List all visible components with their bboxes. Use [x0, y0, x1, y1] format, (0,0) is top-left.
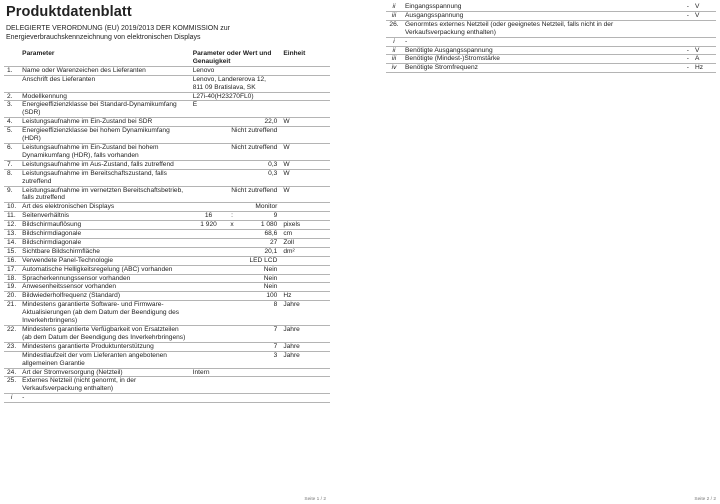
row-label: Benötigte Stromfrequenz — [405, 64, 478, 72]
page-number: Seite 2 / 2 — [694, 497, 716, 502]
row-label: Anschrift des Lieferanten — [22, 75, 96, 83]
row-value: 20,1 — [264, 247, 278, 255]
row-label: Bildschirmdiagonale — [22, 238, 82, 246]
page-title: Produktdatenblatt — [6, 4, 132, 20]
row-number: i — [393, 37, 395, 45]
row-value: Nein — [263, 265, 278, 273]
row-label: Bildschirmdiagonale — [22, 230, 82, 238]
row-unit — [692, 37, 716, 46]
row-number: 1. — [7, 66, 13, 74]
row-value: 100 — [266, 292, 278, 300]
page-2 — [360, 0, 720, 504]
table-row — [386, 64, 716, 73]
row-number: iv — [391, 64, 397, 72]
table-row — [386, 3, 716, 11]
row-value: - — [686, 3, 689, 10]
table-row — [4, 265, 330, 274]
row-value: Nein — [263, 283, 278, 291]
row-number: 25. — [7, 377, 17, 385]
row-value: 68,6 — [264, 230, 278, 238]
row-unit: Zoll — [283, 238, 294, 246]
table-row — [4, 394, 330, 403]
row-unit — [280, 127, 330, 144]
row-label: Automatische Helligkeitsregelung (ABC) vorhanden — [22, 265, 173, 273]
table-row — [4, 368, 330, 377]
row-value — [662, 20, 692, 37]
row-number: 2. — [7, 92, 13, 100]
row-value: Nicht zutreffend — [231, 186, 278, 194]
row-value: 8 — [273, 301, 278, 309]
row-label: - — [405, 37, 408, 45]
row-value: 16 — [204, 212, 213, 220]
row-label: Benötigte (Mindest-)Stromstärke — [405, 55, 500, 63]
row-value: Lenovo, Landererova 12, 811 09 Bratislava, SK — [192, 75, 267, 91]
row-number — [4, 351, 19, 368]
row-unit: Jahre — [283, 326, 300, 333]
row-unit — [692, 20, 716, 37]
row-number: iii — [391, 55, 397, 63]
table-row — [4, 283, 330, 292]
row-unit — [280, 265, 330, 274]
row-value-2: 1 080 — [260, 221, 278, 229]
row-unit: Jahre — [283, 351, 300, 359]
row-value: - — [686, 46, 689, 54]
row-label: Leistungsaufnahme im Ein-Zustand bei hohem Dynamikumfang (HDR), falls vorhanden — [22, 143, 159, 159]
row-unit — [280, 256, 330, 265]
row-label: Benötigte Ausgangsspannung — [405, 46, 493, 54]
row-unit: Jahre — [283, 301, 300, 309]
row-number: 21. — [7, 301, 17, 309]
row-value: 0,3 — [268, 160, 278, 168]
table-row — [4, 66, 330, 75]
row-unit — [280, 101, 330, 118]
row-number: 8. — [7, 169, 13, 177]
row-number: 6. — [7, 143, 13, 151]
row-value-2: 9 — [273, 212, 278, 220]
row-unit: V — [695, 46, 700, 54]
row-number — [4, 75, 19, 92]
row-unit: cm — [283, 230, 293, 238]
table-row — [386, 46, 716, 55]
page-number: Seite 1 / 2 — [304, 497, 326, 502]
table-row — [4, 292, 330, 301]
row-label: Modellkennung — [22, 92, 67, 100]
row-label: Externes Netzteil (nicht genormt, in der Verkaufsverpackung enthalten) — [22, 377, 137, 393]
table-row — [386, 37, 716, 46]
row-number: 26. — [389, 20, 399, 28]
row-label: Spracherkennungssensor vorhanden — [22, 274, 131, 282]
table-row — [4, 256, 330, 265]
row-value: Monitor — [255, 203, 278, 211]
row-unit: Hz — [283, 292, 292, 300]
table-row — [4, 101, 330, 118]
row-label: Art des elektronischen Displays — [22, 203, 115, 211]
row-label: Bildwiederholfrequenz (Standard) — [22, 292, 121, 300]
table-row — [4, 377, 330, 394]
row-label: Art der Stromversorgung (Netzteil) — [22, 368, 123, 376]
row-value: 3 — [273, 351, 278, 359]
row-number: 19. — [7, 283, 17, 291]
row-value: L27i-40(H23270FL0) — [192, 92, 254, 100]
row-unit: V — [695, 3, 700, 10]
row-number: ii — [392, 46, 396, 54]
row-number: 20. — [7, 292, 17, 300]
row-separator: : — [231, 212, 233, 220]
row-unit — [280, 92, 330, 101]
row-number: 7. — [7, 160, 13, 168]
row-value: 27 — [270, 238, 278, 246]
row-number: ii — [392, 3, 396, 10]
row-unit — [280, 66, 330, 75]
table-row — [4, 238, 330, 247]
row-unit — [280, 377, 330, 394]
row-value: Nicht zutreffend — [231, 127, 278, 135]
row-unit — [280, 75, 330, 92]
row-value — [190, 377, 281, 394]
row-value: Nein — [263, 274, 278, 282]
row-unit — [280, 203, 330, 212]
table-row — [4, 274, 330, 283]
table-row — [4, 118, 330, 127]
row-number: 16. — [7, 256, 17, 264]
product-data-table — [4, 50, 330, 403]
row-value: - — [686, 11, 689, 19]
table-row — [4, 247, 330, 256]
row-unit: Hz — [695, 64, 704, 72]
table-row — [386, 20, 716, 37]
row-number: 3. — [7, 101, 13, 109]
row-number: 14. — [7, 238, 17, 246]
row-label: Sichtbare Bildschirmfläche — [22, 247, 100, 255]
row-unit: pixels — [283, 221, 301, 229]
row-number: 9. — [7, 186, 13, 194]
table-row — [4, 186, 330, 203]
row-value: E — [192, 101, 198, 109]
row-number: 23. — [7, 342, 17, 350]
table-row — [4, 143, 330, 160]
row-value: 0,3 — [268, 169, 278, 177]
regulation-text: DELEGIERTE VERORDNUNG (EU) 2019/2013 DER KOMMISSION zur Energieverbrauchskennzeichnung von elektronischen Displays — [6, 25, 230, 41]
row-unit: W — [283, 169, 290, 177]
table-row — [4, 127, 330, 144]
row-label: Leistungsaufnahme im Bereitschaftszustand, falls zutreffend — [22, 169, 167, 185]
row-label: Verwendete Panel-Technologie — [22, 256, 114, 264]
row-unit: W — [283, 143, 290, 151]
row-value: Nicht zutreffend — [231, 143, 278, 151]
row-unit — [280, 212, 330, 221]
row-value: Lenovo — [192, 66, 215, 74]
row-label: Mindestens garantierte Software- und Firmware-Aktualisierungen (ab dem Datum der Beendigung des Inverkehrbringens) — [22, 301, 180, 325]
row-value: 1 920 — [200, 221, 217, 229]
row-label: Eingangsspannung — [405, 3, 462, 10]
row-separator: x — [230, 221, 234, 229]
table-row — [4, 169, 330, 186]
table-row — [4, 301, 330, 326]
row-value: - — [686, 64, 689, 72]
row-number: 17. — [7, 265, 17, 273]
row-label: Leistungsaufnahme im Ein-Zustand bei SDR — [22, 118, 153, 126]
row-number: iii — [391, 11, 397, 19]
row-label: Mindestens garantierte Verfügbarkeit von Ersatzteilen (ab dem Datum der Beendigung des Inverkehrbringens) — [22, 326, 186, 341]
row-value — [662, 37, 692, 46]
table-row — [386, 11, 716, 20]
row-value: 7 — [273, 326, 278, 333]
row-label: Seitenverhältnis — [22, 212, 70, 220]
row-number: 22. — [7, 326, 17, 333]
row-label: Genormtes externes Netzteil (oder geeignetes Netzteil, falls nicht in der Verkaufsverpackung enthalten) — [405, 20, 614, 36]
table-row — [4, 230, 330, 239]
row-unit: W — [283, 186, 290, 194]
table-row — [4, 221, 330, 230]
row-label: - — [22, 394, 25, 402]
power-supply-table — [386, 3, 716, 73]
header-unit: Einheit — [283, 50, 306, 57]
row-label: Mindestlaufzeit der vom Lieferanten angebotenen allgemeinen Garantie — [22, 351, 167, 367]
table-row — [4, 75, 330, 92]
row-unit: V — [695, 11, 700, 19]
row-label: Bildschirmauflösung — [22, 221, 82, 229]
row-number: 4. — [7, 118, 13, 126]
row-label: Leistungsaufnahme im Aus-Zustand, falls zutreffend — [22, 160, 174, 168]
row-label: Mindestens garantierte Produktunterstützung — [22, 342, 154, 350]
table-row — [4, 212, 330, 221]
row-number: 5. — [7, 127, 13, 135]
row-number: 13. — [7, 230, 17, 238]
row-value: 22,0 — [264, 118, 278, 126]
row-label: Energieeffizienzklasse bei hohem Dynamikumfang (HDR) — [22, 127, 170, 143]
row-unit — [280, 368, 330, 377]
row-label: Ausgangsspannung — [405, 11, 464, 19]
row-label: Energieeffizienzklasse bei Standard-Dynamikumfang (SDR) — [22, 101, 177, 117]
row-label: Leistungsaufnahme im vernetzten Bereitschaftsbetrieb, falls zutreffend — [22, 186, 184, 202]
table-row — [4, 351, 330, 368]
row-number: 12. — [7, 221, 17, 229]
table-row — [4, 160, 330, 169]
row-number: 15. — [7, 247, 17, 255]
row-label: Anwesenheitssensor vorhanden — [22, 283, 117, 291]
row-unit: A — [695, 55, 700, 63]
table-row — [4, 203, 330, 212]
header-param: Parameter — [22, 50, 55, 57]
row-unit — [280, 283, 330, 292]
table-header-row — [4, 50, 330, 66]
table-row — [4, 326, 330, 343]
table-row — [4, 92, 330, 101]
row-label: Name oder Warenzeichen des Lieferanten — [22, 66, 146, 74]
row-unit: Jahre — [283, 342, 300, 350]
table-row — [4, 342, 330, 351]
row-number: 10. — [7, 203, 17, 211]
row-value: LED LCD — [249, 256, 278, 264]
row-number: 18. — [7, 274, 17, 282]
row-number: 24. — [7, 368, 17, 376]
row-number: 11. — [7, 212, 16, 220]
header-value: Parameter oder Wert und Genauigkeit — [192, 50, 272, 65]
row-unit — [280, 274, 330, 283]
row-unit: dm² — [283, 247, 295, 255]
table-row — [386, 55, 716, 64]
row-value: 7 — [273, 342, 278, 350]
row-value: Intern — [192, 368, 210, 376]
row-number: i — [10, 394, 13, 402]
row-unit: W — [283, 160, 290, 168]
row-unit: W — [283, 118, 290, 126]
row-value: - — [686, 55, 689, 63]
